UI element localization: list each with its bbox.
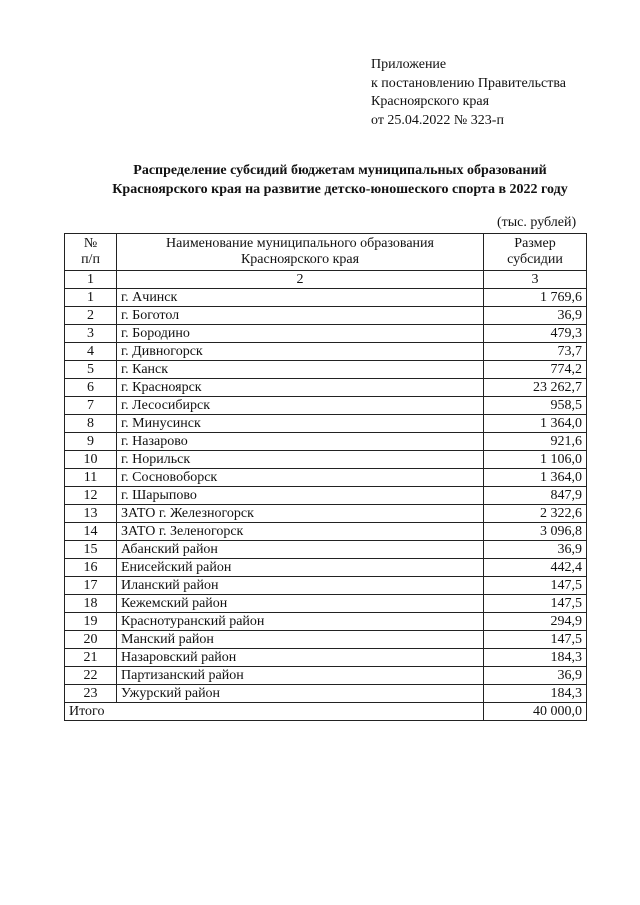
row-number: 12: [65, 487, 117, 505]
table-row: [65, 433, 587, 451]
row-number: 4: [65, 343, 117, 361]
row-number: 5: [65, 361, 117, 379]
row-name: Краснотуранский район: [117, 613, 484, 631]
row-number: 7: [65, 397, 117, 415]
row-number: 19: [65, 613, 117, 631]
row-value: 36,9: [484, 667, 587, 685]
row-value: 36,9: [484, 307, 587, 325]
row-name: Назаровский район: [117, 649, 484, 667]
column-number-row: [65, 271, 587, 289]
column-number: 1: [65, 271, 117, 289]
row-value: 2 322,6: [484, 505, 587, 523]
subsidy-table: [64, 233, 587, 721]
row-number: 14: [65, 523, 117, 541]
row-value: 479,3: [484, 325, 587, 343]
row-name: г. Минусинск: [117, 415, 484, 433]
row-value: 1 106,0: [484, 451, 587, 469]
table-row: [65, 649, 587, 667]
header-number: [65, 234, 117, 271]
row-name: Манский район: [117, 631, 484, 649]
table-row: [65, 469, 587, 487]
header-value-line: Размер: [514, 236, 556, 251]
total-row: [65, 703, 587, 721]
row-name: г. Шарыпово: [117, 487, 484, 505]
row-value: 1 364,0: [484, 469, 587, 487]
row-number: 20: [65, 631, 117, 649]
table-body: [65, 289, 587, 703]
row-name: г. Норильск: [117, 451, 484, 469]
row-value: 442,4: [484, 559, 587, 577]
table-row: [65, 451, 587, 469]
table-row: [65, 523, 587, 541]
row-value: 3 096,8: [484, 523, 587, 541]
table-row: [65, 595, 587, 613]
row-number: 23: [65, 685, 117, 703]
annex-line: Красноярского края: [371, 94, 490, 109]
row-name: г. Дивногорск: [117, 343, 484, 361]
row-value: 147,5: [484, 577, 587, 595]
row-number: 17: [65, 577, 117, 595]
annex-line: к постановлению Правительства: [371, 75, 567, 91]
table-row: [65, 667, 587, 685]
row-value: 184,3: [484, 649, 587, 667]
row-name: Партизанский район: [117, 667, 484, 685]
row-value: 147,5: [484, 631, 587, 649]
row-value: 958,5: [484, 397, 587, 415]
row-name: г. Сосновоборск: [117, 469, 484, 487]
annex-line: от 25.04.2022 № 323-п: [371, 112, 504, 128]
row-value: 921,6: [484, 433, 587, 451]
row-value: 73,7: [484, 343, 587, 361]
document-title: [60, 161, 620, 199]
table-row: [65, 415, 587, 433]
row-name: г. Канск: [117, 361, 484, 379]
row-number: 11: [65, 469, 117, 487]
row-number: 16: [65, 559, 117, 577]
header-number-line: №: [83, 236, 98, 251]
header-name-line: Красноярского края: [240, 252, 360, 267]
header-value: [484, 234, 587, 271]
table-row: [65, 505, 587, 523]
row-value: 36,9: [484, 541, 587, 559]
header-number-line: п/п: [81, 252, 100, 267]
row-number: 6: [65, 379, 117, 397]
row-value: 147,5: [484, 595, 587, 613]
row-name: г. Лесосибирск: [117, 397, 484, 415]
row-name: г. Назарово: [117, 433, 484, 451]
row-value: 847,9: [484, 487, 587, 505]
table-row: [65, 577, 587, 595]
total-label: Итого: [65, 703, 484, 721]
row-value: 184,3: [484, 685, 587, 703]
header-name: [117, 234, 484, 271]
units-note: (тыс. рублей): [497, 215, 577, 230]
table-row: [65, 613, 587, 631]
row-name: Кежемский район: [117, 595, 484, 613]
row-number: 13: [65, 505, 117, 523]
table-row: [65, 487, 587, 505]
row-number: 9: [65, 433, 117, 451]
table-row: [65, 361, 587, 379]
row-number: 10: [65, 451, 117, 469]
row-name: ЗАТО г. Железногорск: [117, 505, 484, 523]
row-value: 774,2: [484, 361, 587, 379]
table-row: [65, 307, 587, 325]
column-number: 3: [484, 271, 587, 289]
row-name: г. Красноярск: [117, 379, 484, 397]
row-name: Ужурский район: [117, 685, 484, 703]
row-number: 2: [65, 307, 117, 325]
annex-line: Приложение: [371, 57, 447, 72]
row-number: 1: [65, 289, 117, 307]
table-row: [65, 379, 587, 397]
table-row: [65, 685, 587, 703]
row-number: 15: [65, 541, 117, 559]
row-value: 23 262,7: [484, 379, 587, 397]
row-number: 3: [65, 325, 117, 343]
header-name-line: Наименование муниципального образования: [166, 236, 434, 251]
row-name: Енисейский район: [117, 559, 484, 577]
row-value: 1 769,6: [484, 289, 587, 307]
row-number: 22: [65, 667, 117, 685]
title-line: Красноярского края на развитие детско-юношеского спорта в 2022 году: [112, 182, 568, 197]
title-line: Распределение субсидий бюджетам муниципальных образований: [133, 163, 547, 178]
row-value: 294,9: [484, 613, 587, 631]
header-value-line: субсидии: [507, 252, 563, 267]
table-row: [65, 343, 587, 361]
table-row: [65, 289, 587, 307]
annex-block: [371, 56, 566, 130]
table-row: [65, 397, 587, 415]
column-number: 2: [117, 271, 484, 289]
table-row: [65, 325, 587, 343]
table-header-row: [65, 234, 587, 271]
row-name: г. Бородино: [117, 325, 484, 343]
row-name: Абанский район: [117, 541, 484, 559]
table-row: [65, 631, 587, 649]
row-name: г. Боготол: [117, 307, 484, 325]
table-row: [65, 541, 587, 559]
table-row: [65, 559, 587, 577]
row-value: 1 364,0: [484, 415, 587, 433]
row-name: г. Ачинск: [117, 289, 484, 307]
total-value: 40 000,0: [484, 703, 587, 721]
row-name: Иланский район: [117, 577, 484, 595]
row-name: ЗАТО г. Зеленогорск: [117, 523, 484, 541]
row-number: 21: [65, 649, 117, 667]
row-number: 8: [65, 415, 117, 433]
row-number: 18: [65, 595, 117, 613]
